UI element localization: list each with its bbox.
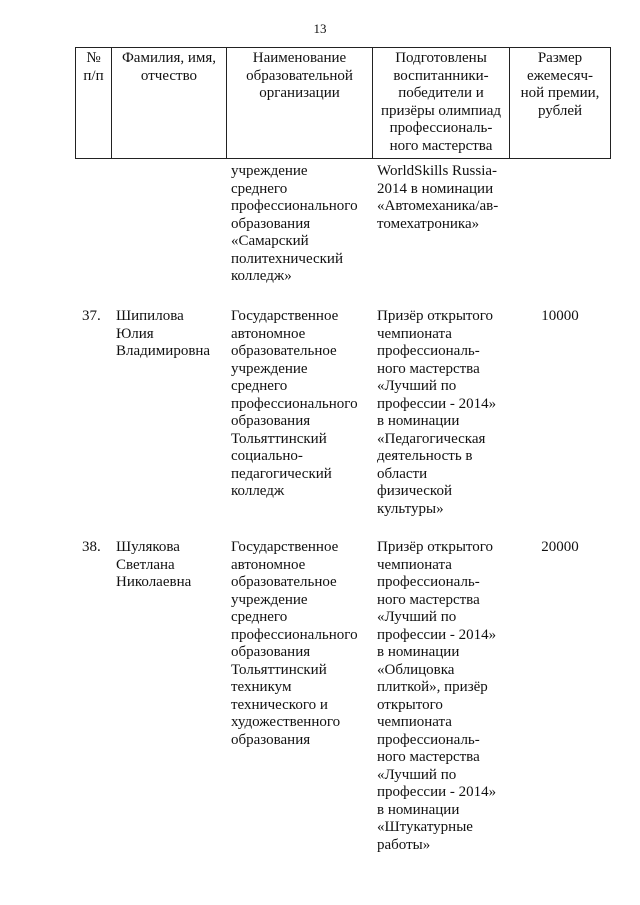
row-num: 37.: [82, 308, 101, 324]
row-org: Государственное автономное образовательное учреждение среднего профессионального образования Тольяттинский социально- педагогический колледж: [231, 308, 358, 499]
row-amount: 20000: [541, 539, 579, 555]
row-achievement: Призёр открытого чемпионата профессиональ- ного мастерства «Лучший по профессии - 2014» в номинации «Облицовка плиткой», призёр открытого чемпионата профессиональ- ного мастерства «Лучший по профессии - 2014» в номинации «Штукатурные работы»: [377, 539, 497, 853]
header-amount: Размер ежемесяч- ной премии, рублей: [510, 48, 611, 159]
header-num: № п/п: [76, 48, 112, 159]
header-fio: Фамилия, имя, отчество: [112, 48, 227, 159]
row-org: Государственное автономное образовательное учреждение среднего профессионального образования Тольяттинский техникум технического и художественного образования: [231, 539, 358, 748]
row-achievement: Призёр открытого чемпионата профессиональ- ного мастерства «Лучший по профессии - 2014» в номинации «Педагогическая деятельность в области физической культуры»: [377, 308, 497, 517]
header-achievement: Подготовлены воспитанники- победители и призёры олимпиад профессиональ- ного мастерства: [373, 48, 510, 159]
row-amount: 10000: [541, 308, 579, 324]
row-fio: Шипилова Юлия Владимировна: [116, 308, 211, 359]
row-fio: Шулякова Светлана Николаевна: [116, 539, 192, 590]
table-header: [75, 47, 611, 159]
header-org: Наименование образовательной организации: [227, 48, 373, 159]
continued-org: учреждение среднего профессионального образования «Самарский политехнический колледж»: [231, 163, 358, 284]
continued-achievement: WorldSkills Russia- 2014 в номинации «Автомеханика/ав- томехатроника»: [377, 163, 499, 232]
row-num: 38.: [82, 539, 101, 555]
page-number: 13: [313, 21, 327, 36]
